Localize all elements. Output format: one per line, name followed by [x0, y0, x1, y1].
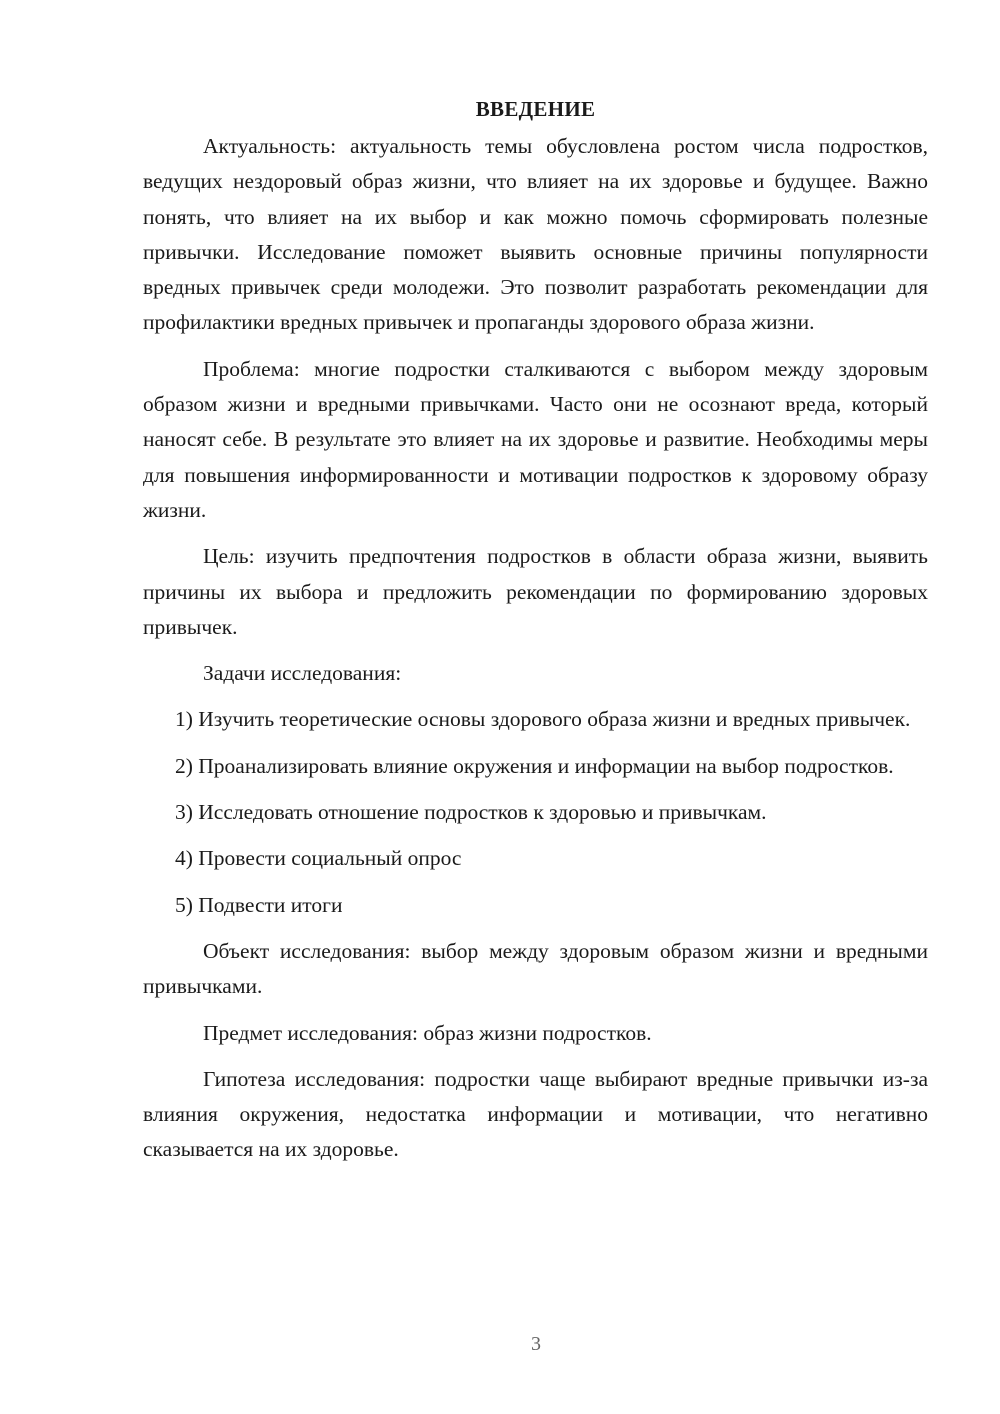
task-item-5: 5) Подвести итоги: [175, 892, 343, 917]
document-page: [143, 92, 928, 1179]
task-item-4: 4) Провести социальный опрос: [175, 846, 462, 871]
tasks-heading: Задачи исследования:: [203, 661, 402, 686]
paragraph-relevance: Актуальность: актуальность темы обусловлена ростом числа подростков, ведущих нездоровый образ жизни, что влияет на их здоровье и будущее. Важно понять, что влияет на их выбор и как можно помочь сформировать полезные привычки. Исследование поможет выявить основные причины популярности вредных привычек среди молодежи. Это позволит разработать рекомендации для профилактики вредных привычек и пропаганды здорового образа жизни.: [143, 134, 928, 335]
task-item-2: 2) Проанализировать влияние окружения и информации на выбор подростков.: [175, 753, 894, 778]
task-item-3: 3) Исследовать отношение подростков к здоровью и привычкам.: [175, 800, 767, 825]
paragraph-hypothesis: Гипотеза исследования: подростки чаще выбирают вредные привычки из-за влияния окружения, недостатка информации и мотивации, что негативно сказывается на их здоровье.: [143, 1066, 928, 1162]
paragraph-object: Объект исследования: выбор между здоровым образом жизни и вредными привычками.: [143, 938, 928, 999]
paragraph-subject: Предмет исследования: образ жизни подростков.: [203, 1020, 652, 1045]
page-number: 3: [531, 1333, 541, 1355]
paragraph-goal: Цель: изучить предпочтения подростков в области образа жизни, выявить причины их выбора и предложить рекомендации по формированию здоровых привычек.: [143, 544, 928, 639]
task-item-1: 1) Изучить теоретические основы здорового образа жизни и вредных привычек.: [175, 707, 911, 732]
paragraph-problem: Проблема: многие подростки сталкиваются с выбором между здоровым образом жизни и вредными привычками. Часто они не осознают вреда, который наносят себе. В результате это влияет на их здоровье и развитие. Необходимы меры для повышения информированности и мотивации подростков к здоровому образу жизни.: [143, 356, 928, 522]
section-title: ВВЕДЕНИЕ: [475, 97, 596, 121]
